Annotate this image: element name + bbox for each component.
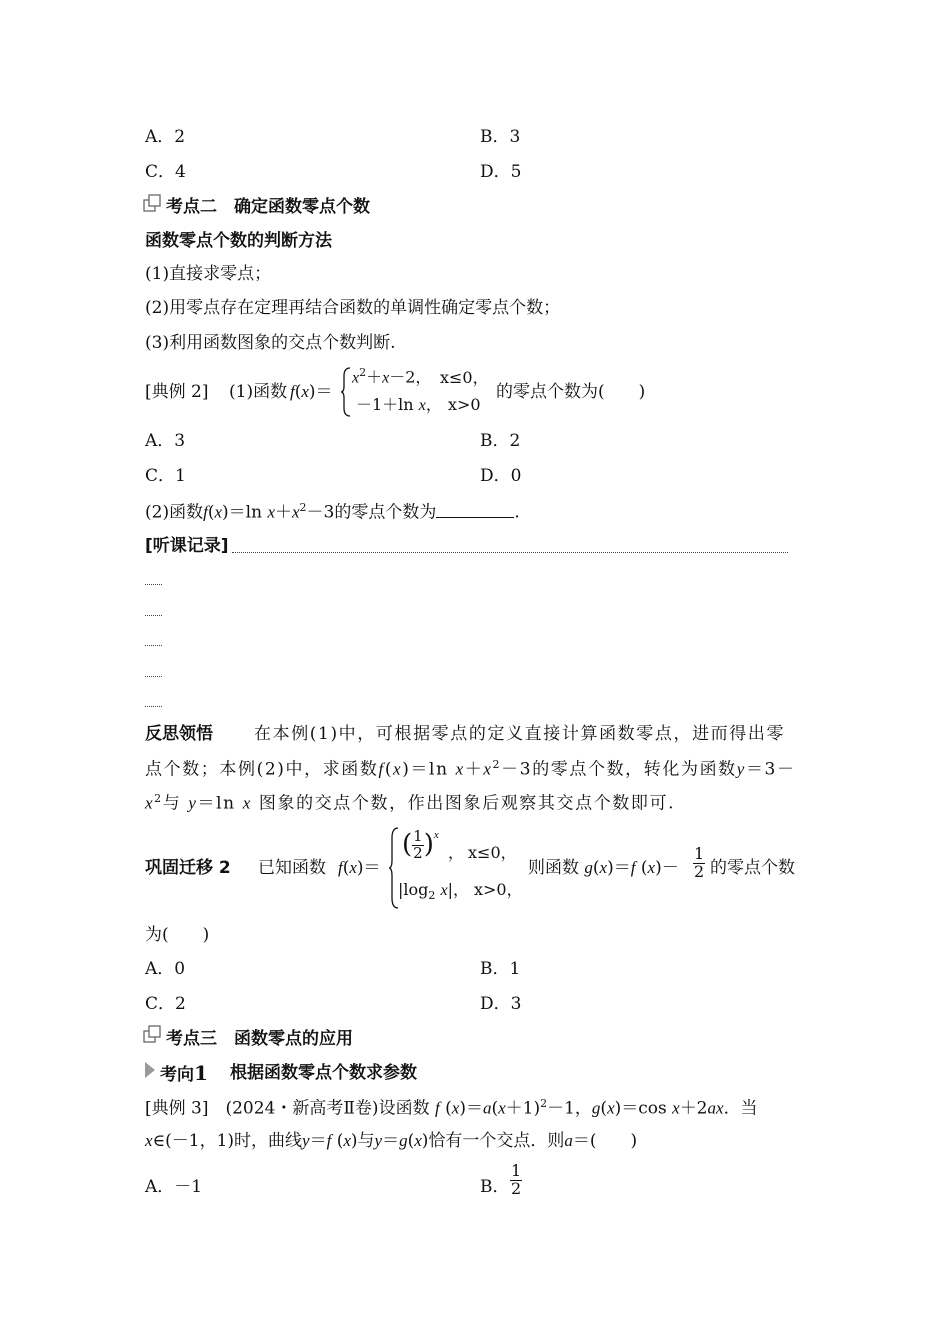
ex2-option-b: B．2 [480, 431, 521, 451]
subtopic-tag: 考向1 [160, 1061, 208, 1085]
note-dots-3 [145, 645, 162, 646]
option-d: D．5 [480, 162, 522, 182]
practice-piece2-cond: x>0， [474, 880, 523, 899]
piece-1-cond: x≤0， [440, 368, 489, 387]
method-3: (3)利用函数图象的交点个数判断. [145, 333, 396, 353]
practice2-suffix: 的零点个数 [710, 858, 795, 878]
section3-heading: 考点三 函数零点的应用 [166, 1029, 353, 1049]
note-dots-4 [145, 676, 162, 677]
subtopic-title: 根据函数零点个数求参数 [230, 1063, 417, 1083]
p2-option-a: A．0 [145, 959, 186, 979]
triangle-marker-icon [143, 1060, 157, 1080]
notes-line [232, 552, 788, 553]
option-c: C．4 [145, 162, 186, 182]
note-dots-1 [145, 584, 162, 585]
answer-blank[interactable] [436, 503, 514, 518]
example3-line2: x∈(－1，1)时，曲线y＝f (x)与y＝g(x)恰有一个交点．则a＝( ) [145, 1131, 638, 1151]
practice-piece1-cond: ， x≤0， [448, 843, 517, 862]
option-a: A．2 [145, 127, 186, 147]
practice2-prefix: 已知函数 [258, 858, 326, 878]
example2-part1-suffix: 的零点个数为( ) [496, 382, 646, 402]
section2-heading: 考点二 确定函数零点个数 [166, 197, 370, 217]
ex3-option-a: A．－1 [145, 1177, 203, 1197]
piecewise-brace [340, 366, 352, 418]
piece-1-expr: $x^2+x-2$， [352, 366, 432, 387]
practice2-mid: 则函数 g(x)＝f (x)－ [528, 858, 679, 878]
example2-label: [典例 2] [145, 382, 209, 402]
piece-2-cond: x>0 [448, 395, 481, 414]
half-power-x: ( $\frac{1}{2}$ )$^x$ [402, 827, 439, 862]
reflection-line1: 在本例(1)中，可根据零点的定义直接计算函数零点，进而得出零 [254, 724, 786, 744]
practice2-line2: 为( ) [145, 925, 210, 945]
option-b: B．3 [480, 127, 521, 147]
p2-option-d: D．3 [480, 994, 522, 1014]
practice2-label: 巩固迁移 2 [145, 858, 231, 878]
ex2-option-c: C．1 [145, 466, 186, 486]
example3-line1: [典例 3] (2024・新高考Ⅱ卷)设函数 f $(x)=a(x+1)^2-1$，g(x)＝cos x＋2ax．当 [145, 1097, 758, 1119]
example2-part2: (2)函数f(x)＝ln $x+x^2-3$的零点个数为 . [145, 501, 520, 523]
ex3-option-b: B． [480, 1177, 510, 1197]
reflection-line3: $x^2$与 y＝ln x 图象的交点个数，作出图象后观察其交点个数即可. [145, 792, 676, 814]
p2-option-b: B．1 [480, 959, 521, 979]
ex3-option-b-fraction: $\frac{1}{2}$ [511, 1161, 522, 1198]
note-dots-5 [145, 706, 162, 707]
ex2-option-d: D．0 [480, 466, 522, 486]
method-2: (2)用零点存在定理再结合函数的单调性确定零点个数； [145, 298, 561, 318]
note-dots-2 [145, 615, 162, 616]
practice2-f-expr: f(x)＝ [338, 858, 381, 878]
section-square-icon [143, 1025, 165, 1045]
practice-piece2-expr: $|\log_2$ x|， [398, 880, 469, 903]
example2-f-expr: f(x)＝ [290, 382, 333, 402]
method-title: 函数零点个数的判断方法 [145, 231, 332, 251]
half-fraction: $\frac{1}{2}$ [694, 844, 705, 881]
notes-label: [听课记录] [145, 536, 229, 556]
reflection-label: 反思领悟 [145, 724, 213, 744]
section-square-icon [143, 194, 165, 214]
piece-2-expr: －1＋ln x， [356, 395, 442, 414]
method-1: (1)直接求零点； [145, 264, 272, 284]
ex2-option-a: A．3 [145, 431, 186, 451]
p2-option-c: C．2 [145, 994, 186, 1014]
reflection-line2: 点个数；本例(2)中，求函数f(x)＝ln $x+x^2-3$的零点个数，转化为函数y＝3－ [145, 758, 796, 780]
example2-part1-prefix: (1)函数 [229, 382, 288, 402]
